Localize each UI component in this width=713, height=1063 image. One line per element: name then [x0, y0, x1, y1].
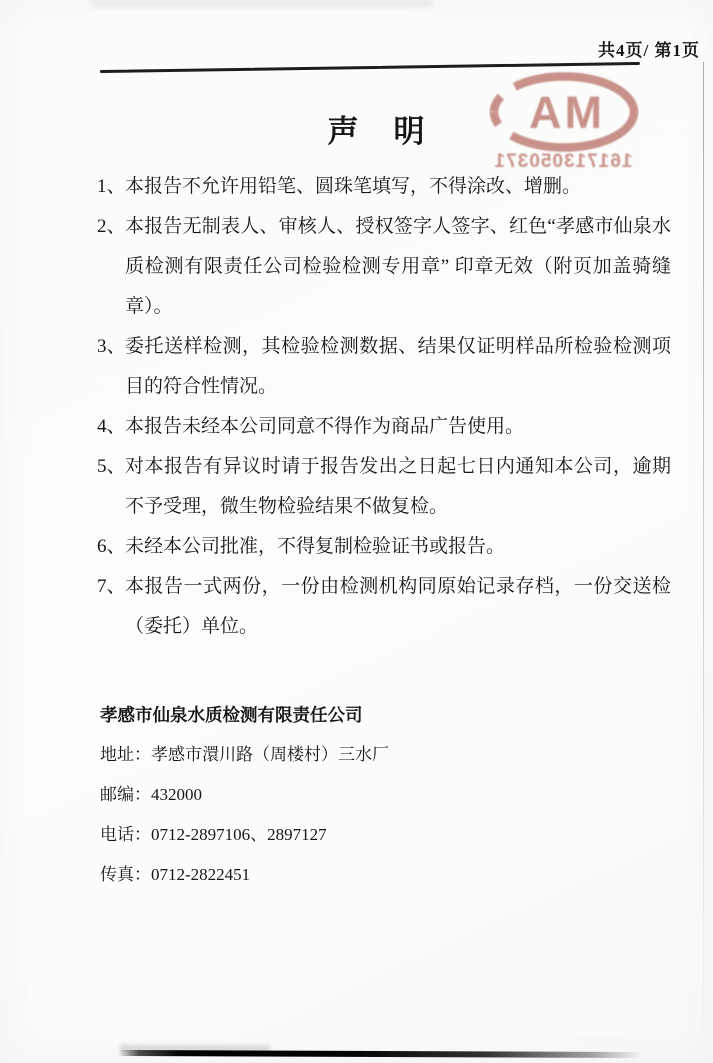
item-text: 本报告一式两份，一份由检测机构同原始记录存档，一份交送检（委托）单位。: [125, 576, 671, 637]
item-number: 2、: [97, 216, 126, 237]
company-info-block: [100, 695, 389, 895]
item-number: 4、: [97, 416, 126, 437]
statement-item-7: [97, 567, 673, 647]
company-postcode: 邮编：432000: [100, 785, 202, 804]
item-text: 委托送样检测，其检验检测数据、结果仅证明样品所检验检测项目的符合性情况。: [125, 336, 671, 397]
item-number: 6、: [97, 536, 126, 557]
stamp-number: 161713050371: [493, 151, 633, 172]
item-number: 1、: [97, 176, 126, 197]
statement-item-2: [97, 207, 673, 327]
item-text: 本报告不允许用铅笔、圆珠笔填写，不得涂改、增删。: [125, 176, 582, 197]
item-text: 本报告未经本公司同意不得作为商品广告使用。: [125, 416, 525, 437]
item-number: 3、: [97, 336, 126, 357]
declaration-title: 声 明: [327, 114, 427, 149]
statement-item-6: [97, 527, 673, 567]
item-text: 本报告无制表人、审核人、授权签字人签字、红色“孝感市仙泉水质检测有限责任公司检验检测专用章” 印章无效（附页加盖骑缝章）。: [125, 216, 671, 317]
company-phone: 电话：0712-2897106、2897127: [100, 825, 327, 844]
scan-bottom-edge: [118, 1050, 643, 1058]
item-text: 未经本公司批准，不得复制检验证书或报告。: [125, 536, 506, 557]
company-address: 地址：孝感市澴川路（周楼村）三水厂: [100, 745, 389, 764]
statement-item-3: [97, 327, 673, 407]
scan-top-smudge: [92, 0, 432, 7]
company-name: 孝感市仙泉水质检测有限责任公司: [100, 705, 363, 725]
item-number: 5、: [97, 456, 126, 477]
company-fax: 传真：0712-2822451: [100, 865, 251, 884]
statement-item-1: [97, 167, 673, 207]
statement-list: [97, 167, 673, 647]
statement-item-5: [97, 447, 673, 527]
stamp-letters: MA: [526, 87, 602, 138]
statement-item-4: [97, 407, 673, 447]
page-indicator: 共4页/ 第1页: [598, 41, 700, 60]
paper-edge-line: [703, 62, 704, 1052]
item-text: 对本报告有异议时请于报告发出之日起七日内通知本公司，逾期不予受理，微生物检验结果不做复检。: [125, 456, 671, 517]
item-number: 7、: [97, 576, 126, 597]
